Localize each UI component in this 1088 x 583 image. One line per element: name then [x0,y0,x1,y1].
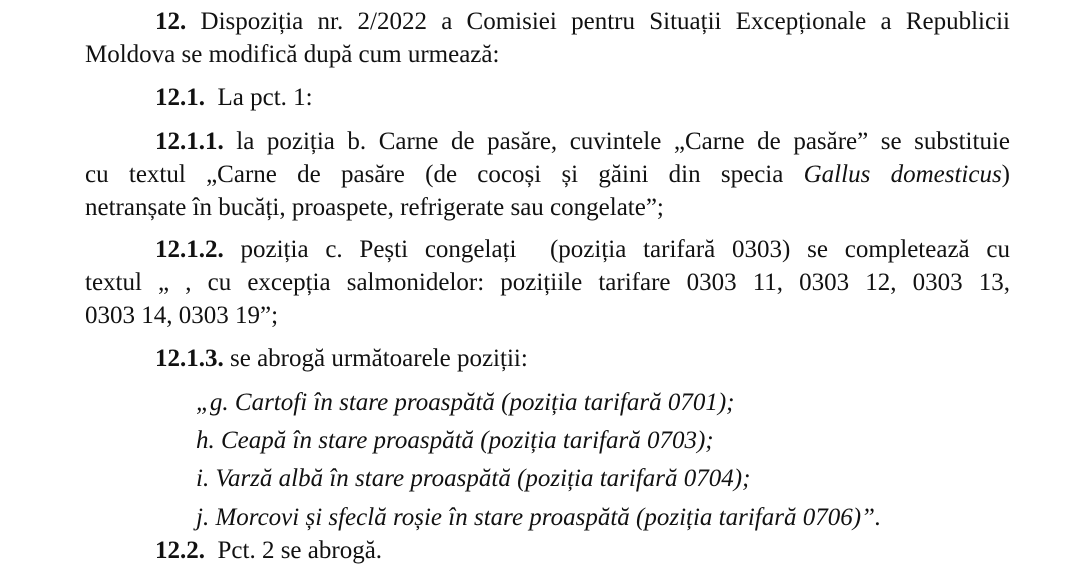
section-12-1-2-text-3: 0303 14, 0303 19”; [85,302,279,329]
section-12-1-1-text-1: la poziția b. Carne de pasăre, cuvintele „Carne de pasăre” se substituie [223,128,1010,155]
section-12-1-1-species: Gallus domesticus [803,161,1002,188]
section-12-2-text: Pct. 2 se abrogă. [205,537,383,564]
section-12-1-3-line [155,343,1010,375]
section-12-1-2-text-1: poziția c. Pești congelați (poziția tarifară 0303) se completează cu [223,236,1010,263]
section-12-1-text: La pct. 1: [205,84,313,111]
repealed-item-g: „g. Cartofi în stare proaspătă (poziția tarifară 0701); [196,389,735,416]
repealed-item-i: i. Varză albă în stare proaspătă (poziția tarifară 0704); [196,465,751,492]
section-12-number: 12. [155,8,187,35]
section-12-1-1-text-2a: cu textul „Carne de pasăre (de cocoși și găini din specia [85,161,804,188]
section-12-text-1: Dispoziția nr. 2/2022 a Comisiei pentru Situații Excepționale a Republicii [186,8,1010,35]
section-12-1-1-line-2 [85,159,1010,191]
section-12-1-2-text-2: textul „ , cu excepția salmonidelor: pozițiile tarifare 0303 11, 0303 12, 0303 13, [85,269,1010,296]
repealed-item-j: j. Morcovi și sfeclă roșie în stare proaspătă (poziția tarifară 0706)”. [196,504,882,531]
section-12-1-line [155,82,1010,114]
repealed-item-h: h. Ceapă în stare proaspătă (poziția tarifară 0703); [196,427,714,454]
section-12-1-1-line-1 [155,126,1010,158]
section-12-1-2-line-3 [85,300,1010,332]
section-12-1-2-line-2 [85,267,1010,299]
section-12-1-number: 12.1. [155,84,205,111]
section-12-2-line [155,535,1010,567]
section-12-1-2-number: 12.1.2. [155,236,224,263]
section-12-text-2: Moldova se modifică după cum urmează: [85,41,500,68]
section-12-1-2-line-1 [155,234,1010,266]
section-12-1-1-text-3: netranșate în bucăți, proaspete, refrigerate sau congelate”; [85,194,664,221]
section-12-1-1-line-3 [85,192,1010,224]
section-12-line-1 [155,6,1010,38]
section-12-1-1-text-2b: ) [1001,161,1010,188]
section-12-1-3-text: se abrogă următoarele poziții: [223,345,528,372]
section-12-2-number: 12.2. [155,537,205,564]
section-12-1-1-number: 12.1.1. [155,128,224,155]
section-12-1-3-number: 12.1.3. [155,345,224,372]
section-12-line-2 [85,39,1010,71]
